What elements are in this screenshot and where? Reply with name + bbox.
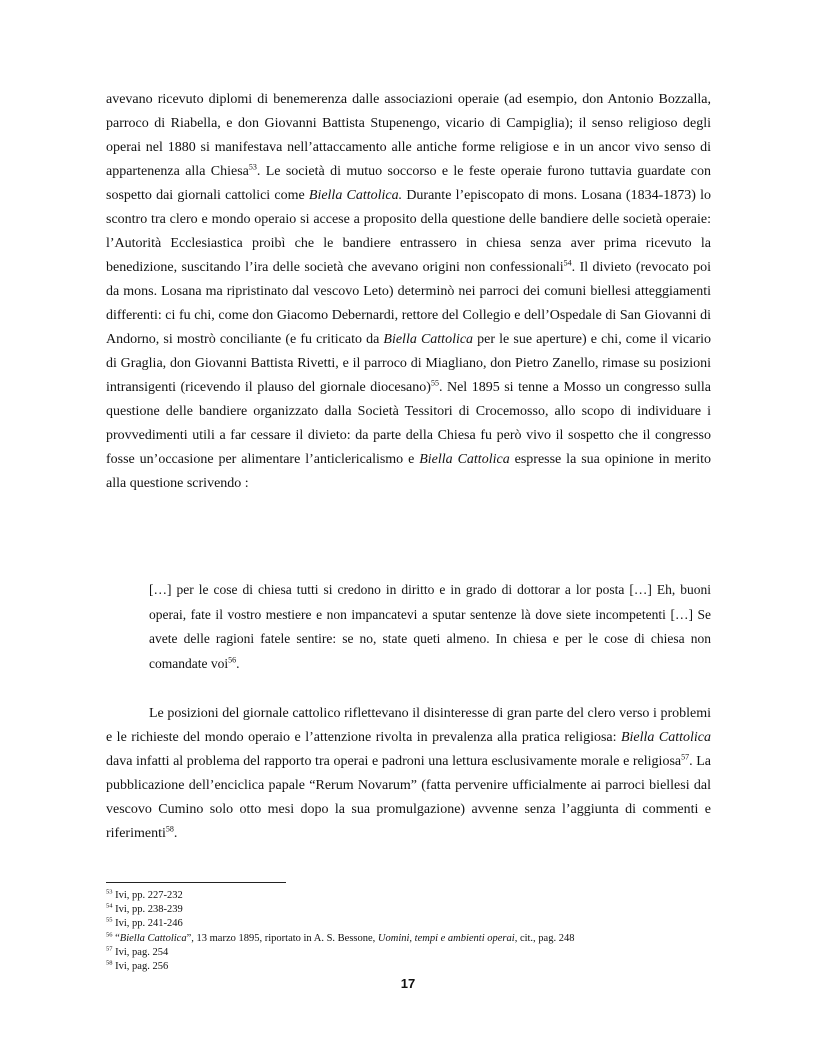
footnote-ref-58[interactable]: 58 — [165, 824, 174, 834]
footnote-text: Ivi, pp. 227-232 — [112, 890, 183, 901]
paragraph-text: . — [173, 826, 178, 841]
footnote-ref-53[interactable]: 53 — [248, 162, 257, 172]
footnote-text: Ivi, pag. 256 — [112, 961, 169, 973]
footnote-56 — [106, 932, 726, 946]
footnote-ref-57[interactable]: 57 — [681, 752, 690, 762]
footnote-number: 58 — [106, 959, 113, 967]
footnote-text: “ — [112, 932, 120, 944]
footnote-text: Ivi, pag. 254 — [112, 946, 169, 958]
footnote-italic: Uomini, tempi e ambienti operai — [377, 932, 515, 944]
footnote-text: Ivi, pp. 241-246 — [112, 918, 183, 930]
paragraph-text: . Nel 1895 si tenne a Mosso un congresso sulla questione delle bandiere organizzato dalla Società Tessitori di Crocemosso, allo scopo di individuare i provvedimenti utili a far cessare il divieto: da parte della Chiesa fu però vivo il sospetto che il congresso fosse un’occasione per alimentare l’anticlericalismo e — [106, 380, 711, 467]
italic-title: Biella Cattolica — [383, 332, 474, 347]
quote-text: . — [236, 655, 240, 671]
paragraph-text: dava infatti al problema del rapporto tra operai e padroni una lettura esclusivamente morale e religiosa — [106, 754, 682, 769]
footnote-53 — [106, 889, 726, 903]
page-number: 17 — [400, 976, 416, 991]
paragraph-text: . La pubblicazione dell’enciclica papale “Rerum Novarum” (fatta pervenire ufficialmente ai parroci biellesi dal vescovo Cumino solo otto mesi dopo la sua promulgazione) avvenne senza l’aggiunta di commenti e riferimenti — [106, 754, 711, 841]
footnote-57 — [106, 946, 726, 960]
paragraph-text: . Il divieto (revocato poi da mons. Losana ma ripristinato dal vescovo Leto) determinò nei parroci dei comuni biellesi atteggiamenti differenti: ci fu chi, come don Giacomo Debernardi, rettore del Collegio e dell’Ospedale di San Giovanni di Andorno, si mostrò conciliante (e fu criticato da — [106, 260, 711, 347]
italic-title: Biella Cattolica. — [308, 188, 403, 203]
footnote-ref-55[interactable]: 55 — [430, 378, 439, 388]
footnote-text: ”, 13 marzo 1895, riportato in A. S. Bessone, — [186, 932, 378, 944]
footnote-number: 55 — [106, 916, 113, 924]
footnote-55 — [106, 917, 726, 931]
paragraph-text: Durante l’episcopato di mons. Losana (1834-1873) lo scontro tra clero e mondo operaio si accese a proposito della questione delle bandiere delle società operaie: l’Autorità Ecclesiastica proibì che le bandiere entrassero in chiesa senza aver prima ricevuto la benedizione, suscitando l’ira delle società che avevano origini non confessionali — [106, 188, 711, 275]
footnotes — [106, 889, 726, 974]
footnote-number: 53 — [106, 888, 113, 896]
footnote-number: 56 — [106, 931, 113, 939]
footnote-separator — [106, 882, 286, 883]
quote-text: […] per le cose di chiesa tutti si credono in diritto e in grado di dottorar a lor posta […] Eh, buoni operai, fate il vostro mestiere e non impancatevi a sputar sentenze là dove siete incompetenti […] Se avete delle ragioni fatele sentire: se no, state queti almeno. In chiesa e per le cose di chiesa non comandate voi — [149, 582, 711, 671]
paragraph-text: espresse la sua opinione in merito alla questione scrivendo : — [106, 452, 712, 491]
footnote-number: 57 — [106, 945, 113, 953]
paragraph-text: Le posizioni del giornale cattolico riflettevano il disinteresse di gran parte del clero verso i problemi e le richieste del mondo operaio e l’attenzione rivolta in prevalenza alla pratica religiosa: — [106, 706, 711, 745]
paragraph-text: per le sue aperture) e chi, come il vicario di Graglia, don Giovanni Battista Rivetti, e il parroco di Miagliano, don Pietro Zanello, rimase su posizioni intransigenti (ricevendo il plauso del giornale diocesano) — [106, 332, 711, 395]
italic-title: Biella Cattolica — [620, 730, 711, 745]
footnote-ref-56[interactable]: 56 — [228, 655, 237, 664]
footnote-ref-54[interactable]: 54 — [563, 258, 572, 268]
block-quote — [149, 578, 711, 676]
italic-title: Biella Cattolica — [419, 452, 510, 467]
footnote-58 — [106, 960, 726, 974]
paragraph-text: . Le società di mutuo soccorso e le feste operaie furono tuttavia guardate con sospetto dai giornali cattolici come — [106, 164, 711, 203]
footnote-number: 54 — [106, 902, 113, 910]
footnote-italic: Biella Cattolica — [119, 932, 187, 944]
body-paragraph-2 — [106, 702, 711, 846]
footnote-54 — [106, 903, 726, 917]
footnote-text: Ivi, pp. 238-239 — [112, 904, 183, 916]
body-paragraph-1 — [106, 88, 711, 496]
footnote-text: , cit., pag. 248 — [514, 932, 575, 944]
paragraph-text: avevano ricevuto diplomi di benemerenza dalle associazioni operaie (ad esempio, don Antonio Bozzalla, parroco di Riabella, e don Giovanni Battista Stupenengo, vicario di Campiglia); il senso religioso degli operai nel 1880 si manifestava nell’attaccamento alle antiche forme religiose e in un ancor vivo senso di appartenenza alla Chiesa — [106, 92, 711, 179]
